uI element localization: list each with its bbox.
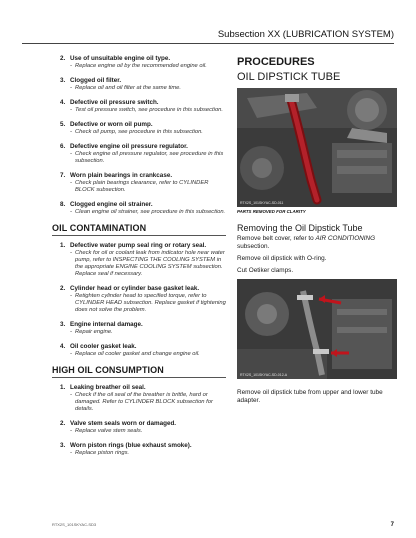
- item-title: [60, 384, 226, 392]
- item-remedy-text: Check plain bearings clearance, refer to CYLINDER BLOCK subsection.: [75, 180, 209, 193]
- troubleshooting-item: [60, 420, 226, 435]
- dash-bullet: -: [70, 151, 72, 157]
- item-number: 3.: [60, 77, 66, 84]
- item-number: 4.: [60, 99, 66, 106]
- dash-bullet: -: [70, 293, 72, 299]
- item-title: [60, 143, 226, 151]
- item-remedy-text: Clean engine oil strainer, see procedure in this subsection.: [75, 209, 226, 215]
- troubleshooting-list-low-pressure: [60, 55, 226, 216]
- right-column: [237, 55, 397, 409]
- item-number: 2.: [60, 285, 66, 292]
- item-number: 5.: [60, 121, 66, 128]
- item-number: 6.: [60, 143, 66, 150]
- item-remedy-text: Repair engine.: [75, 329, 113, 335]
- item-title: [60, 285, 226, 293]
- troubleshooting-item: [60, 55, 226, 70]
- item-remedy: [70, 180, 226, 194]
- dash-bullet: -: [70, 180, 72, 186]
- dash-bullet: -: [70, 129, 72, 135]
- item-title: [60, 321, 226, 329]
- item-title-text: Worn plain bearings in crankcase.: [70, 172, 173, 179]
- header-rule: [22, 43, 394, 44]
- item-title-text: Clogged engine oil strainer.: [70, 201, 153, 208]
- section-heading-oil-contamination: OIL CONTAMINATION: [52, 223, 226, 236]
- troubleshooting-item: [60, 321, 226, 336]
- page-header-title: Subsection XX (LUBRICATION SYSTEM): [217, 29, 394, 40]
- troubleshooting-item: [60, 143, 226, 165]
- engine-photo-illustration-2: [237, 279, 397, 379]
- item-number: 8.: [60, 201, 66, 208]
- troubleshooting-item: [60, 99, 226, 114]
- item-title-text: Oil cooler gasket leak.: [70, 343, 137, 350]
- dash-bullet: -: [70, 351, 72, 357]
- item-title-text: Cylinder head or cylinder base gasket leak.: [70, 285, 200, 292]
- item-title: [60, 201, 226, 209]
- footer-document-code: RTX2S_101SKYAC-SD3: [52, 522, 97, 527]
- left-column: [52, 55, 226, 464]
- troubleshooting-list-oil-contamination: [60, 242, 226, 358]
- item-remedy: [70, 209, 226, 216]
- troubleshooting-item: [60, 343, 226, 358]
- dash-bullet: -: [70, 392, 72, 398]
- item-remedy: [70, 63, 226, 70]
- item-title-text: Defective or worn oil pump.: [70, 121, 153, 128]
- item-remedy: [70, 293, 226, 314]
- item-remedy: [70, 129, 226, 136]
- item-remedy-text: Replace oil cooler gasket and change engine oil.: [75, 351, 200, 357]
- item-title: [60, 242, 226, 250]
- item-title: [60, 420, 226, 428]
- item-remedy: [70, 329, 226, 336]
- troubleshooting-list-high-consumption: [60, 384, 226, 457]
- removing-dipstick-tube-heading: Removing the Oil Dipstick Tube: [237, 223, 363, 233]
- dash-bullet: -: [70, 63, 72, 69]
- item-title-text: Use of unsuitable engine oil type.: [70, 55, 171, 62]
- photo-reference-code: RTX2S_101SKYAC-SD-011: [240, 201, 284, 205]
- troubleshooting-item: [60, 442, 226, 457]
- dash-bullet: -: [70, 450, 72, 456]
- item-remedy: [70, 428, 226, 435]
- item-remedy: [70, 392, 226, 413]
- troubleshooting-item: [60, 285, 226, 314]
- troubleshooting-item: [60, 77, 226, 92]
- item-remedy-text: Check for oil or coolant leak from indicator hole near water pump, refer to INSPECTING THE COOLING SYSTEM in the appropriate ENGINE COOLING SYSTEM subsection. Replace seal if necessary.: [75, 250, 225, 277]
- item-title: [60, 77, 226, 85]
- dash-bullet: -: [70, 329, 72, 335]
- item-title-text: Worn piston rings (blue exhaust smoke).: [70, 442, 192, 449]
- item-remedy: [70, 450, 226, 457]
- item-remedy-text: Replace oil and oil filter at the same time.: [75, 85, 182, 91]
- item-title-text: Leaking breather oil seal.: [70, 384, 146, 391]
- dash-bullet: -: [70, 250, 72, 256]
- item-number: 3.: [60, 442, 66, 449]
- dash-bullet: -: [70, 428, 72, 434]
- item-title: [60, 442, 226, 450]
- dash-bullet: -: [70, 85, 72, 91]
- item-remedy-text: Check oil pump, see procedure in this subsection.: [75, 129, 203, 135]
- item-remedy-text: Replace valve stem seals.: [75, 428, 143, 434]
- page-number: 7: [390, 522, 394, 528]
- section-heading-high-oil-consumption: HIGH OIL CONSUMPTION: [52, 365, 226, 378]
- item-number: 1.: [60, 242, 66, 249]
- troubleshooting-item: [60, 121, 226, 136]
- item-title-text: Valve stem seals worn or damaged.: [70, 420, 177, 427]
- procedures-heading: PROCEDURES: [237, 56, 315, 68]
- item-title-text: Defective oil pressure switch.: [70, 99, 159, 106]
- item-remedy-text: Test oil pressure switch, see procedure in this subsection.: [75, 107, 224, 113]
- item-number: 3.: [60, 321, 66, 328]
- item-remedy: [70, 151, 226, 165]
- item-remedy: [70, 250, 226, 278]
- item-title: [60, 55, 226, 63]
- item-title: [60, 99, 226, 107]
- item-number: 2.: [60, 420, 66, 427]
- item-remedy-text: Replace engine oil by the recommended engine oil.: [75, 63, 207, 69]
- troubleshooting-item: [60, 201, 226, 216]
- item-remedy: [70, 351, 226, 358]
- item-title-text: Defective water pump seal ring or rotary seal.: [70, 242, 207, 249]
- item-title-text: Clogged oil filter.: [70, 77, 122, 84]
- item-remedy-text: Retighten cylinder head to specified torque, refer to CYLINDER HEAD subsection. Replace gasket if tightening does not solve the problem.: [75, 293, 226, 313]
- step-remove-dipstick-tube: Remove oil dipstick tube from upper and lower tube adapter.: [237, 389, 383, 404]
- dash-bullet: -: [70, 209, 72, 215]
- dash-bullet: -: [70, 107, 72, 113]
- item-title-text: Engine internal damage.: [70, 321, 143, 328]
- engine-photo-clamps: [237, 279, 397, 379]
- item-remedy-text: Replace piston rings.: [75, 450, 130, 456]
- item-title: [60, 343, 226, 351]
- step-remove-oil-dipstick: Remove oil dipstick with O-ring.: [237, 255, 327, 262]
- item-remedy-text: Check engine oil pressure regulator, see procedure in this subsection.: [75, 151, 224, 164]
- step-cut-clamps: Cut Oetiker clamps.: [237, 267, 294, 274]
- item-number: 7.: [60, 172, 66, 179]
- item-number: 1.: [60, 384, 66, 391]
- item-remedy-text: Check if the oil seal of the breather is brittle, hard or damaged. Refer to CYLINDER BLOCK subsection for details.: [75, 392, 213, 412]
- item-title: [60, 172, 226, 180]
- item-number: 4.: [60, 343, 66, 350]
- step-remove-belt-cover: Remove belt cover, refer to AIR CONDITIONING subsection.: [237, 235, 376, 250]
- item-number: 2.: [60, 55, 66, 62]
- troubleshooting-item: [60, 384, 226, 413]
- engine-photo-dipstick-tube: [237, 88, 397, 207]
- troubleshooting-item: [60, 172, 226, 194]
- photo-caption: PARTS REMOVED FOR CLARITY: [237, 209, 306, 214]
- item-title-text: Defective engine oil pressure regulator.: [70, 143, 188, 150]
- item-title: [60, 121, 226, 129]
- engine-photo-illustration: [237, 88, 397, 207]
- troubleshooting-item: [60, 242, 226, 278]
- oil-dipstick-tube-heading: OIL DIPSTICK TUBE: [237, 71, 341, 83]
- item-remedy: [70, 85, 226, 92]
- photo-reference-code-2: RTX2S_101SKYAC-SD-012-A: [240, 373, 288, 377]
- item-remedy: [70, 107, 226, 114]
